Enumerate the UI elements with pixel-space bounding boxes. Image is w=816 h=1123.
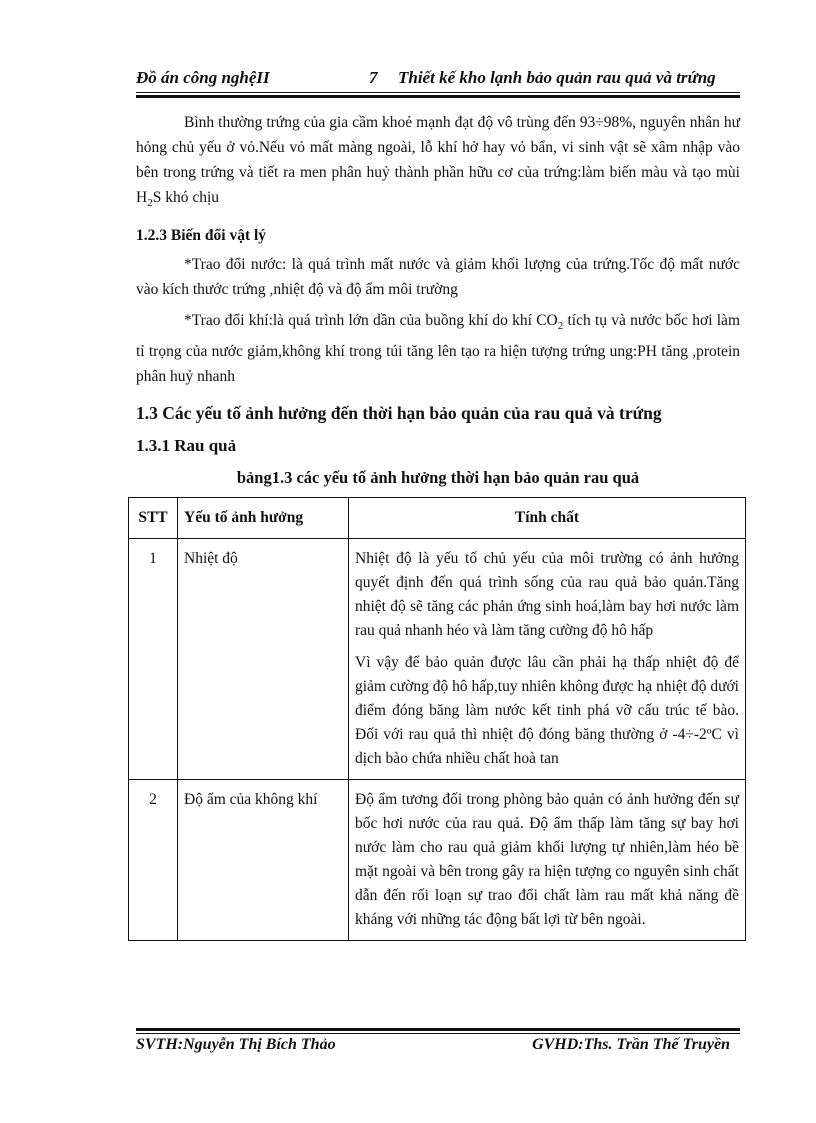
page-content [136, 110, 740, 941]
factors-table [128, 497, 746, 941]
page-header [136, 68, 740, 94]
paragraph-gas-exchange [136, 308, 740, 389]
cell-stt: 1 [129, 539, 178, 780]
cell-factor: Nhiệt độ [178, 539, 349, 780]
footer-rule-thick [136, 1028, 740, 1031]
header-rule-thick [136, 95, 740, 98]
header-course-title: Đồ án công nghệII [136, 68, 270, 87]
property-paragraph: Độ ẩm tương đối trong phòng bảo quản có ảnh hưởng đến sự bốc hơi nước của rau quả. Độ ẩm thấp làm tăng sự bay hơi nước làm cho rau quả giảm khối lượng tự nhiên,làm héo bề mặt ngoài và bên trong gây ra hiện tượng co nguyên sinh chất dẫn đến rối loạn sự trao đổi chất làm rau mất khả năng đề kháng với những tác động bất lợi từ bên ngoài. [355, 791, 739, 929]
table-header-row [129, 498, 746, 539]
page-number: 7 [369, 68, 378, 87]
heading-1-2-3: 1.2.3 Biến đổi vật lý [136, 227, 267, 245]
table-caption: bảng1.3 các yếu tố ảnh hưởng thời hạn bảo quản rau quả [236, 468, 640, 488]
footer-student: SVTH:Nguyễn Thị Bích Thảo [136, 1036, 336, 1053]
heading-1-3: 1.3 Các yếu tố ảnh hưởng đến thời hạn bảo quản của rau quả và trứng [136, 403, 662, 424]
footer-rule-thin [136, 1033, 740, 1034]
formula-subscript: 2 [147, 197, 153, 210]
page-footer [136, 1036, 740, 1060]
paragraph-text-end: S khó chịu [152, 189, 220, 206]
paragraph-water-exchange: *Trao đổi nước: là quá trình mất nước và giảm khối lượng của trứng.Tốc độ mất nước vào kích thước trứng ,nhiệt độ và độ ẩm môi trường [136, 256, 740, 299]
paragraph-text: *Trao đổi khí:là quá trình lớn dần của buồng khí do khí CO [184, 312, 558, 330]
header-rule-thin [136, 92, 740, 93]
cell-property [349, 539, 746, 780]
formula-subscript: 2 [557, 320, 564, 333]
column-header-property: Tính chất [349, 498, 746, 539]
property-paragraph: Vì vậy để bảo quản được lâu cần phải hạ thấp nhiệt độ để giảm cường độ hô hấp,tuy nhiên không được hạ nhiệt độ dưới điểm đóng băng làm nước kết tinh phá vỡ cấu trúc tế bào. Đối với rau quả thì nhiệt độ đóng băng thường ở -4÷-2ºC vì dịch bào chứa nhiều chất hoà tan [355, 654, 739, 768]
table-row [129, 539, 746, 780]
paragraph-egg-sterility [136, 110, 740, 216]
paragraph-text: Bình thường trứng của gia cầm khoẻ mạnh đạt độ vô trùng đến 93÷98%, nguyên nhân hư hỏng chủ yếu ở vỏ.Nếu vỏ mất màng ngoài, lỗ khí hở hay vỏ bẩn, vi sinh vật sẽ xâm nhập vào bên trong trứng và tiết ra men phân huỷ thành phần hữu cơ của trứng:làm biến màu và tạo mùi [136, 114, 740, 181]
header-document-title: Thiết kế kho lạnh bảo quản rau quả và trứng [398, 68, 716, 87]
formula-h: H [136, 189, 148, 206]
cell-factor: Độ ẩm của không khí [178, 780, 349, 941]
table-row [129, 780, 746, 941]
cell-stt: 2 [129, 780, 178, 941]
paragraph-text-end: tích tụ và nước bốc hơi làm tỉ trọng của nước giảm,không khí trong túi tăng lên tạo ra hiện tượng trứng ung:PH tăng ,protein phân huỷ nhanh [136, 312, 740, 386]
column-header-stt: STT [129, 498, 178, 539]
column-header-factor: Yếu tố ảnh hưởng [178, 498, 349, 539]
footer-supervisor: GVHD:Ths. Trần Thế Truyền [532, 1036, 730, 1053]
property-paragraph: Nhiệt độ là yếu tố chủ yếu của môi trường có ảnh hưởng quyết định đến quá trình sống của rau quả bảo quản.Tăng nhiệt độ sẽ tăng các phản ứng sinh hoá,làm bay hơi nước làm rau quả nhanh héo và làm tăng cường độ hô hấp [355, 550, 739, 640]
heading-1-3-1: 1.3.1 Rau quả [136, 436, 237, 456]
cell-property [349, 780, 746, 941]
